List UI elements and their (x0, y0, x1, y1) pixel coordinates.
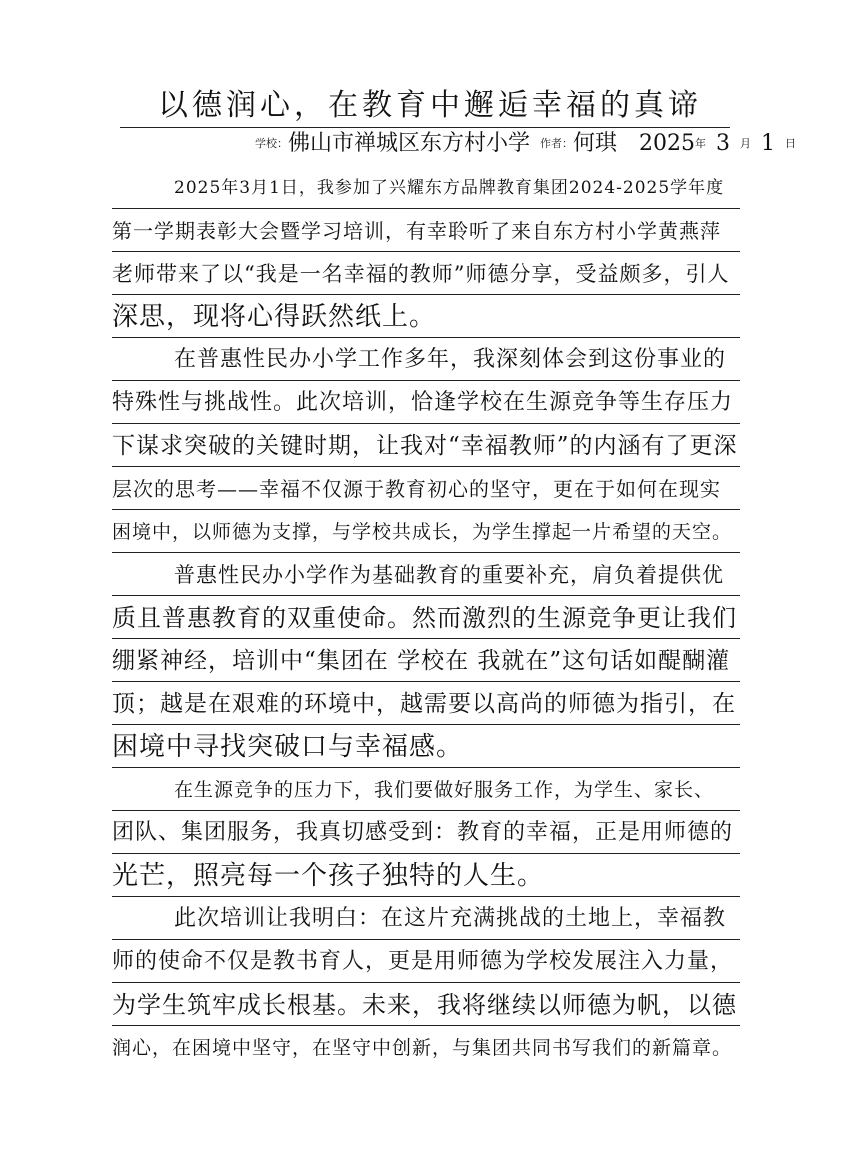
text-line: 2025年3月1日，我参加了兴耀东方品牌教育集团2024-2025学年度 (112, 168, 740, 209)
text-line: 特殊性与挑战性。此次培训，恰逢学校在生源竞争等生存压力 (112, 383, 740, 424)
meta-line (255, 132, 796, 156)
text-line: 为学生筑牢成长根基。未来，我将继续以师德为帆，以德 (112, 985, 740, 1026)
text-line: 深思，现将心得跃然纸上。 (112, 297, 740, 338)
text-line: 普惠性民办小学作为基础教育的重要补充，肩负着提供优 (112, 555, 740, 596)
text-line: 顶；越是在艰难的环境中，越需要以高尚的师德为指引，在 (112, 684, 740, 725)
document-title: 以德润心，在教育中邂逅幸福的真谛 (158, 88, 702, 123)
text-line: 老师带来了以“我是一名幸福的教师”师德分享，受益颇多，引人 (112, 254, 740, 295)
text-line: 光芒，照亮每一个孩子独特的人生。 (112, 856, 740, 897)
text-line: 困境中，以师德为支撑，与学校共成长，为学生撑起一片希望的天空。 (112, 512, 740, 553)
title-underline (120, 127, 730, 128)
school-name: 佛山市禅城区东方村小学 (288, 131, 531, 156)
text-line: 在普惠性民办小学工作多年，我深刻体会到这份事业的 (112, 340, 740, 381)
author-label: 作者： (540, 137, 574, 150)
text-line: 师的使命不仅是教书育人，更是用师德为学校发展注入力量， (112, 942, 740, 983)
text-line: 第一学期表彰大会暨学习培训，有幸聆听了来自东方村小学黄燕萍 (112, 211, 740, 252)
date-day-label: 日 (785, 137, 797, 150)
text-line: 质且普惠教育的双重使命。然而激烈的生源竞争更让我们 (112, 598, 740, 639)
author-name: 何琪 (573, 131, 618, 156)
text-line: 此次培训让我明白：在这片充满挑战的土地上，幸福教 (112, 899, 740, 940)
date-year: 2025 (639, 131, 696, 156)
date-day: 1 (761, 131, 776, 156)
school-label: 学校： (255, 137, 288, 150)
date-month-label: 月 (740, 137, 752, 150)
text-line: 层次的思考——幸福不仅源于教育初心的坚守，更在于如何在现实 (112, 469, 740, 510)
text-line: 绷紧神经，培训中“集团在 学校在 我就在”这句话如醍醐灌 (112, 641, 740, 682)
text-line: 困境中寻找突破口与幸福感。 (112, 727, 740, 768)
text-line: 下谋求突破的关键时期，让我对“幸福教师”的内涵有了更深 (112, 426, 740, 467)
text-line: 润心，在困境中坚守，在坚守中创新，与集团共同书写我们的新篇章。 (112, 1037, 733, 1059)
date-year-label: 年 (695, 137, 707, 150)
text-line: 团队、集团服务，我真切感受到：教育的幸福，正是用师德的 (112, 813, 740, 854)
date-month: 3 (716, 131, 731, 156)
text-line: 在生源竞争的压力下，我们要做好服务工作，为学生、家长、 (112, 770, 740, 811)
